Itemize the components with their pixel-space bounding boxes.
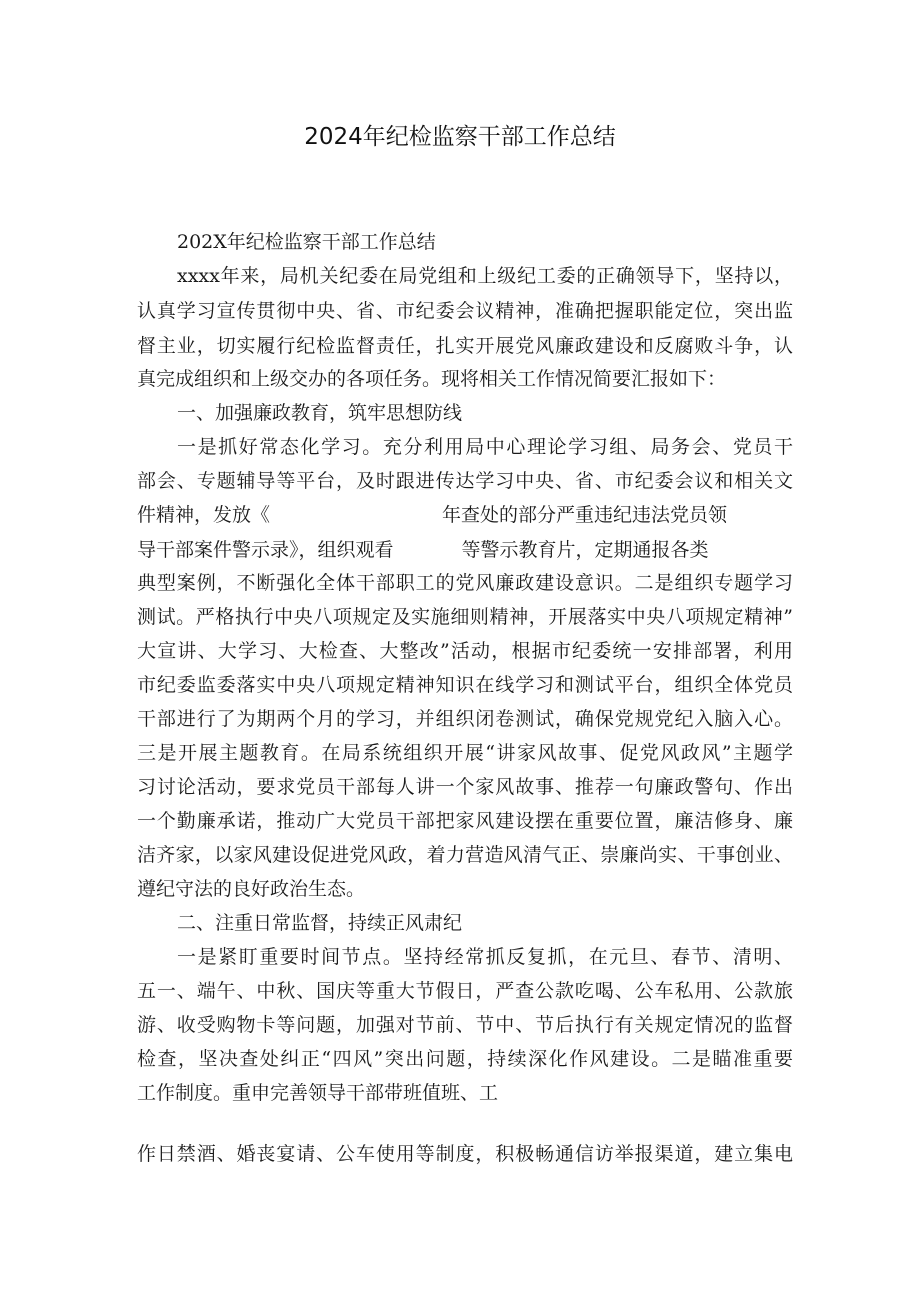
paragraph-line: 检查，坚决查处纠正“四风”突出问题，持续深化作风建设。二是瞄准重要	[137, 1048, 793, 1070]
paragraph-line: 市纪委监委落实中央八项规定精神知识在线学习和测试平台，组织全体党员	[137, 674, 793, 696]
paragraph-line: 认真学习宣传贯彻中央、省、市纪委会议精神，准确把握职能定位，突出监	[137, 300, 793, 322]
section-heading-1: 一、加强廉政教育，筑牢思想防线	[177, 402, 463, 424]
subtitle-line: 202X年纪检监察干部工作总结	[177, 231, 436, 253]
paragraph-line: 一个勤廉承诺，推动广大党员干部把家风建设摆在重要位置，廉洁修身、廉	[137, 810, 793, 832]
paragraph-line-gap	[137, 502, 793, 528]
section-heading-2: 二、注重日常监督，持续正风肃纪	[177, 912, 463, 934]
text-segment: 等警示教育片，定期通报各类	[461, 539, 709, 561]
document-title: 2024年纪检监察干部工作总结	[304, 124, 616, 150]
paragraph-line: 五一、端午、中秋、国庆等重大节假日，严查公款吃喝、公车私用、公款旅	[137, 980, 793, 1002]
paragraph-line: 游、收受购物卡等问题，加强对节前、节中、节后执行有关规定情况的监督	[137, 1014, 793, 1036]
paragraph-line: 三是开展主题教育。在局系统组织开展“讲家风故事、促党风政风”主题学	[137, 742, 793, 764]
paragraph-line: 真完成组织和上级交办的各项任务。现将相关工作情况简要汇报如下：	[137, 368, 727, 390]
paragraph-line: 一是抓好常态化学习。充分利用局中心理论学习组、局务会、党员干	[177, 436, 793, 458]
text-segment: 件精神，发放《	[137, 504, 271, 526]
paragraph-line: 干部进行了为期两个月的学习，并组织闭卷测试，确保党规党纪入脑入心。	[137, 708, 793, 730]
paragraph-line: 洁齐家，以家风建设促进党风政，着力营造风清气正、崇廉尚实、干事创业、	[137, 844, 793, 866]
paragraph-line-gap	[137, 537, 793, 563]
paragraph-line: 习讨论活动，要求党员干部每人讲一个家风故事、推荐一句廉政警句、作出	[137, 776, 793, 798]
paragraph-line: 工作制度。重申完善领导干部带班值班、工	[137, 1082, 499, 1104]
paragraph-line: 督主业，切实履行纪检监督责任，扎实开展党风廉政建设和反腐败斗争，认	[137, 335, 793, 357]
paragraph-line: 一是紧盯重要时间节点。坚持经常抓反复抓，在元旦、春节、清明、	[177, 946, 793, 968]
paragraph-line: 遵纪守法的良好政治生态。	[137, 878, 366, 900]
paragraph-line: 典型案例，不断强化全体干部职工的党风廉政建设意识。二是组织专题学习	[137, 572, 793, 594]
text-segment: 年查处的部分严重违纪违法党员领	[442, 504, 728, 526]
paragraph-line: xxxx年来，局机关纪委在局党组和上级纪工委的正确领导下，坚持以，	[177, 265, 793, 287]
paragraph-line: 部会、专题辅导等平台，及时跟进传达学习中央、省、市纪委会议和相关文	[137, 470, 793, 492]
paragraph-line: 测试。严格执行中央八项规定及实施细则精神，开展落实中央八项规定精神”	[137, 606, 793, 628]
paragraph-line: 大宣讲、大学习、大检查、大整改”活动，根据市纪委统一安排部署，利用	[137, 640, 793, 662]
paragraph-line: 作日禁酒、婚丧宴请、公车使用等制度，积极畅通信访举报渠道，建立集电	[137, 1143, 793, 1165]
text-segment: 导干部案件警示录》，组织观看	[137, 539, 394, 561]
